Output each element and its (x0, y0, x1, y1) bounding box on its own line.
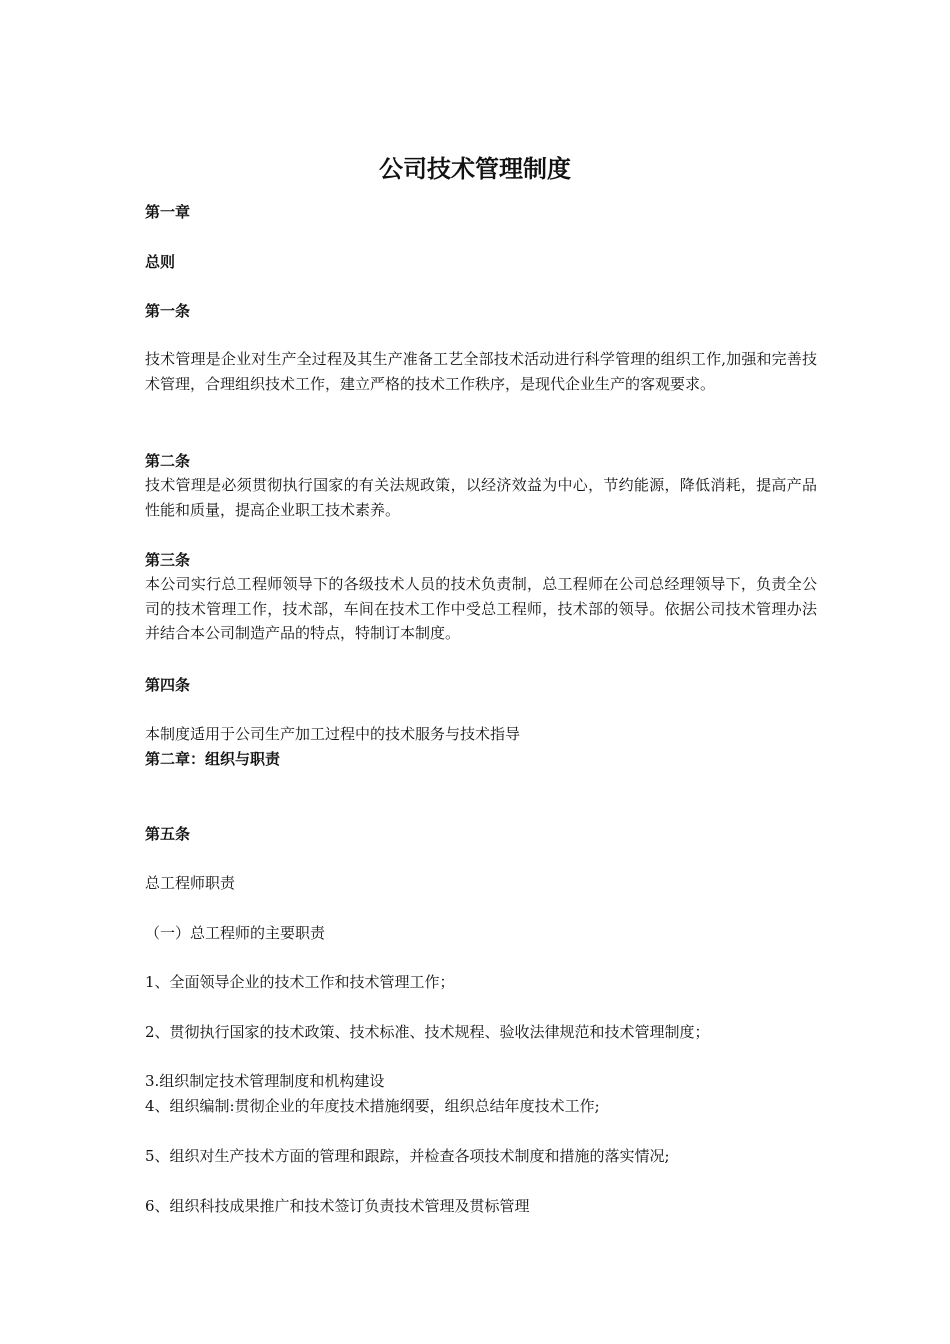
duty-item-2: 2、贯彻执行国家的技术政策、技术标准、技术规程、验收法律规范和技术管理制度； (145, 1023, 710, 1041)
duty-item-5: 5、组织对生产技术方面的管理和跟踪，并检查各项技术制度和措施的落实情况; (145, 1147, 670, 1165)
general-provisions-heading: 总则 (145, 253, 176, 271)
article-1-heading: 第一条 (145, 302, 191, 320)
chapter-1-heading: 第一章 (145, 203, 191, 221)
article-2-text: 技术管理是必须贯彻执行国家的有关法规政策，以经济效益为中心，节约能源，降低消耗，提高产品性能和质量，提高企业职工技术素养。 (145, 476, 817, 519)
duty-item-4: 4、组织编制:贯彻企业的年度技术措施纲要，组织总结年度技术工作; (145, 1097, 600, 1115)
article-5-subheading: 总工程师职责 (145, 874, 236, 892)
article-2-heading: 第二条 (145, 452, 191, 470)
chapter-2-heading: 第二章：组织与职责 (145, 750, 281, 768)
duty-item-6: 6、组织科技成果推广和技术签订负责技术管理及贯标管理 (145, 1197, 530, 1215)
article-4-text: 本制度适用于公司生产加工过程中的技术服务与技术指导 (145, 725, 521, 743)
article-1-text: 技术管理是企业对生产全过程及其生产准备工艺全部技术活动进行科学管理的组织工作,加强和完善技术管理，合理组织技术工作，建立严格的技术工作秩序，是现代企业生产的客观要求。 (145, 350, 817, 393)
article-4-heading: 第四条 (145, 676, 191, 694)
duty-item-3: 3.组织制定技术管理制度和机构建设 (145, 1072, 385, 1090)
article-3-heading: 第三条 (145, 551, 191, 569)
article-3-text: 本公司实行总工程师领导下的各级技术人员的技术负责制，总工程师在公司总经理领导下，负责全公司的技术管理工作，技术部，车间在技术工作中受总工程师，技术部的领导。依据公司技术管理办法并结合本公司制造产品的特点，特制订本制度。 (145, 575, 817, 642)
document-title: 公司技术管理制度 (379, 155, 571, 183)
article-5-heading: 第五条 (145, 825, 191, 843)
article-5-section-1: （一）总工程师的主要职责 (145, 924, 326, 942)
duty-item-1: 1、全面领导企业的技术工作和技术管理工作； (145, 973, 455, 991)
